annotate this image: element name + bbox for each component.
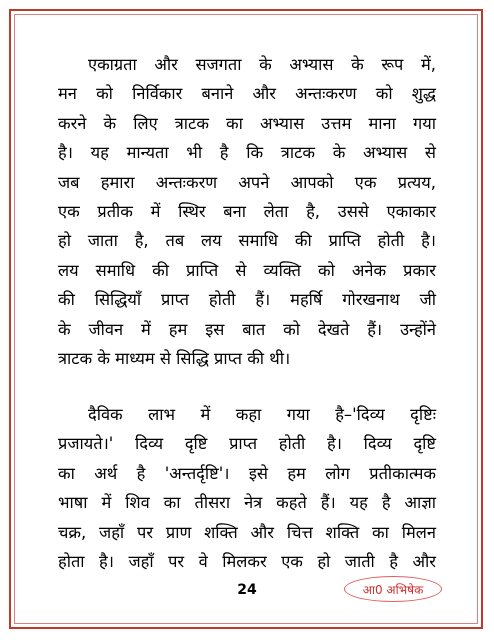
text-line: का अर्थ है 'अन्तर्दृष्टि'। इसे हम लोग प्रतीकात्मक [58, 463, 436, 483]
text-line: त्राटक के माध्यम से सिद्धि प्राप्त की थी। [58, 349, 291, 369]
text-line: के जीवन में हम इस बात को देखते हैं। उन्होंने [58, 319, 436, 339]
text-line: चक्र, जहाँ पर प्राण शक्ति और चित्त शक्ति का मिलन [58, 522, 436, 542]
author-badge: आ0 अभिषेक [344, 576, 442, 602]
text-line: प्रजायते।' दिव्य दृष्टि प्राप्त होती है। दिव्य दृष्टि [58, 434, 436, 454]
text-line: जब हमारा अन्तःकरण अपने आपको एक प्रत्यय, [58, 172, 436, 192]
text-line: एक प्रतीक में स्थिर बना लेता है, उससे एकाकार [58, 202, 436, 222]
text-line: हो जाता है, तब लय समाधि की प्राप्ति होती है। [58, 231, 436, 251]
text-line: एकाग्रता और सजगता के अभ्यास के रूप में, [88, 55, 436, 74]
text-line: भाषा में शिव का तीसरा नेत्र कहते हैं। यह है आज्ञा [58, 493, 436, 513]
text-line: करने के लिए त्राटक का अभ्यास उत्तम माना गया [58, 113, 436, 133]
paragraph-trataka-samadhi [58, 50, 436, 373]
text-line: दैविक लाभ में कहा गया है–'दिव्य दृष्टिः [88, 405, 436, 424]
text-line: होता है। जहाँ पर वे मिलकर एक हो जाती है और [58, 552, 436, 572]
text-line: की सिद्धियाँ प्राप्त होती हैं। महर्षि गोरखनाथ जी [58, 290, 436, 310]
text-line: मन को निर्विकार बनाने और अन्तःकरण को शुद्ध [58, 84, 436, 104]
text-line: लय समाधि की प्राप्ति से व्यक्ति को अनेक प्रकार [58, 260, 436, 280]
page-number: 24 [237, 582, 257, 598]
paragraph-divine-benefit [58, 400, 436, 576]
text-line: है। यह मान्यता भी है कि त्राटक के अभ्यास से [58, 143, 436, 163]
